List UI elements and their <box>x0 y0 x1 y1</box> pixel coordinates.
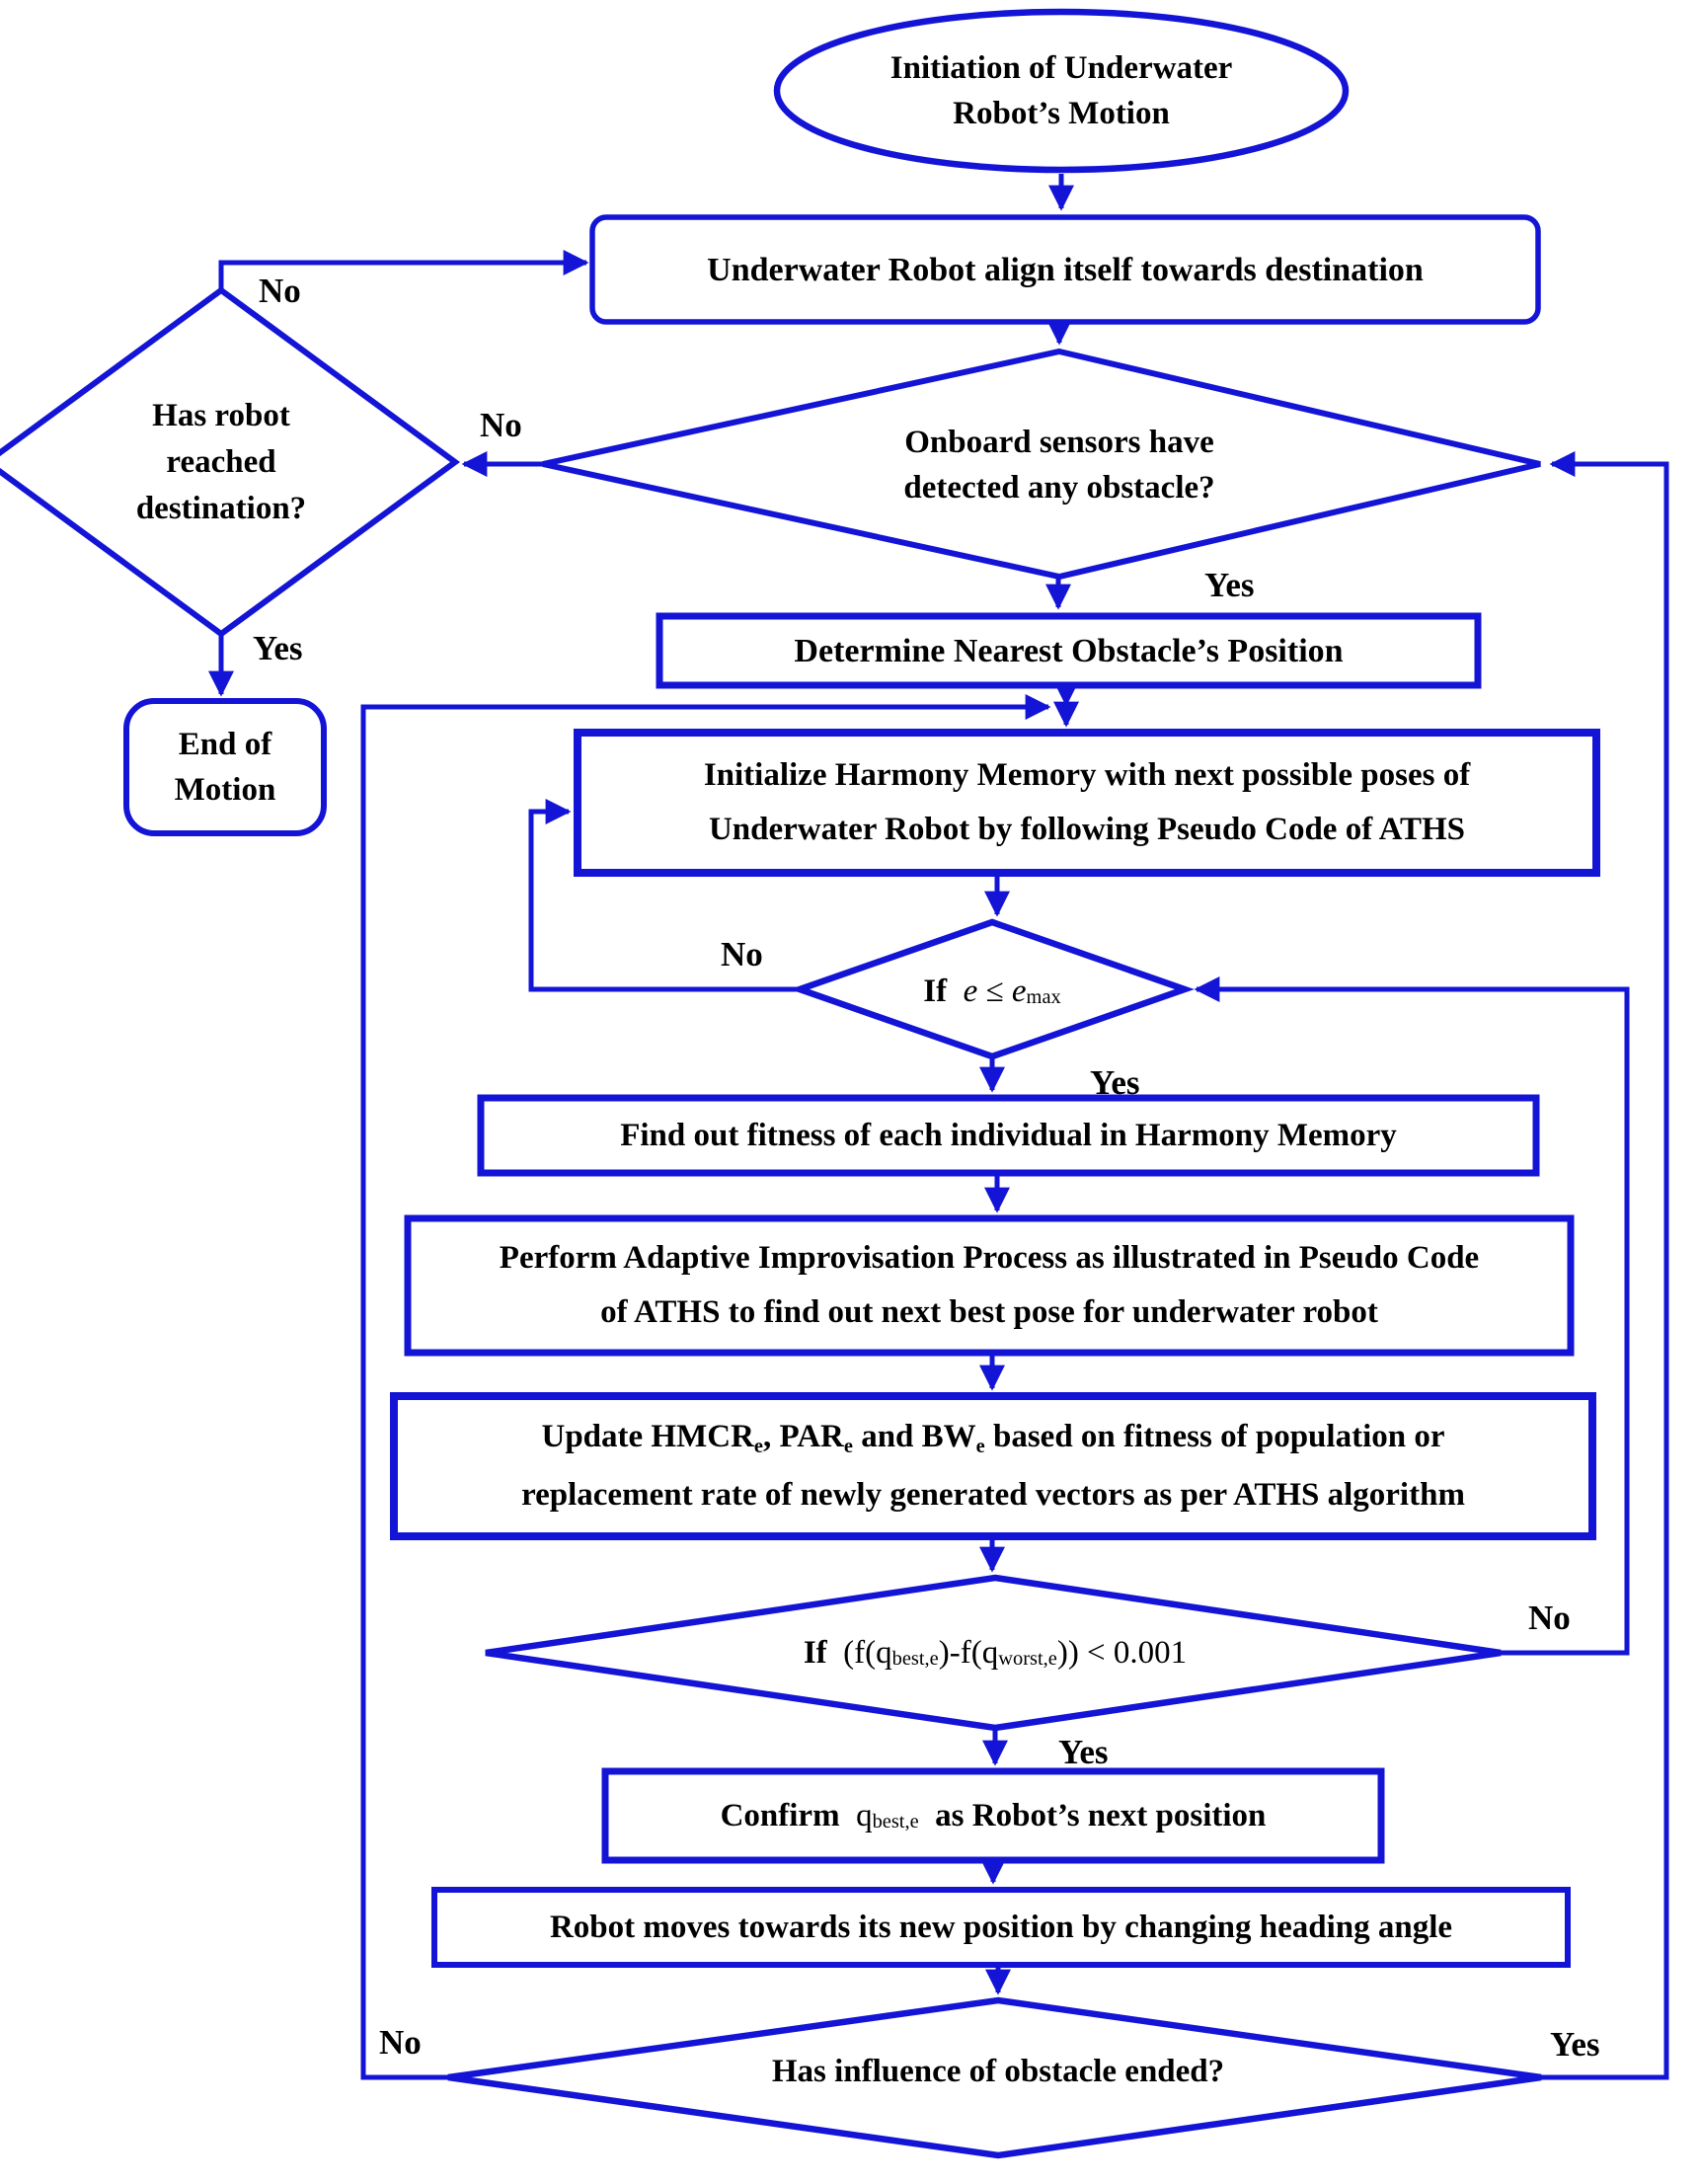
label-obstacle-no: No <box>480 406 522 444</box>
improvise-line-2: of ATHS to find out next best pose for underwater robot <box>600 1294 1378 1330</box>
influence-diamond-text: Has influence of obstacle ended? <box>771 2053 1225 2089</box>
update-line-2: replacement rate of newly generated vectors as per ATHS algorithm <box>521 1477 1465 1513</box>
end-line-1: End of <box>178 727 272 762</box>
reached-line-1: Has robot <box>152 397 290 433</box>
label-error-no: No <box>721 935 763 974</box>
move-box <box>434 1890 1568 1965</box>
obstacle-line-1: Onboard sensors have <box>904 425 1214 460</box>
improvise-line-1: Perform Adaptive Improvisation Process as illustrated in Pseudo Code <box>499 1240 1480 1276</box>
label-converge-yes: Yes <box>1058 1733 1109 1771</box>
label-influence-yes: Yes <box>1550 2025 1600 2064</box>
start-line-2: Robot’s Motion <box>953 96 1170 131</box>
label-reached-no: No <box>259 272 301 310</box>
end-line-2: Motion <box>174 772 276 808</box>
reached-line-2: reached <box>166 443 276 480</box>
fitness-box-text: Find out fitness of each individual in Harmony Memory <box>620 1117 1397 1153</box>
determine-box <box>659 616 1478 685</box>
influence-diamond <box>554 2046 1442 2097</box>
label-converge-no: No <box>1528 1599 1571 1637</box>
label-reached-yes: Yes <box>253 629 303 667</box>
label-influence-no: No <box>379 2023 422 2062</box>
confirm-box: Confirm q best,e as Robot’s next position <box>720 1797 1267 1833</box>
initialize-line-2: Underwater Robot by following Pseudo Code of ATHS <box>708 812 1466 847</box>
improvise-box <box>408 1218 1571 1353</box>
end-box <box>126 701 324 833</box>
label-error-yes: Yes <box>1090 1063 1140 1102</box>
initialize-box <box>578 733 1596 873</box>
reached-diamond <box>53 391 389 533</box>
error-diamond: If e ≤ e max <box>923 973 1061 1009</box>
move-box-text: Robot moves towards its new position by changing heading angle <box>549 1909 1453 1945</box>
align-box-text: Underwater Robot align itself towards destination <box>707 251 1424 288</box>
determine-box-text: Determine Nearest Obstacle’s Position <box>794 632 1344 669</box>
obstacle-line-2: detected any obstacle? <box>903 470 1215 506</box>
align-box <box>592 217 1538 322</box>
label-obstacle-yes: Yes <box>1204 566 1255 604</box>
converge-diamond: If (f(q best,e )-f(q worst,e )) < 0.001 <box>803 1634 1188 1671</box>
update-box <box>394 1396 1592 1536</box>
initialize-line-1: Initialize Harmony Memory with next possible poses of <box>703 757 1471 793</box>
fitness-box <box>481 1098 1536 1173</box>
start-line-1: Initiation of Underwater <box>889 50 1233 86</box>
update-line-1: Update HMCRe, PARe and BWe based on fitness of population or <box>541 1419 1445 1458</box>
start-ellipse <box>790 36 1333 146</box>
obstacle-diamond <box>763 421 1355 509</box>
reached-line-3: destination? <box>135 490 307 526</box>
